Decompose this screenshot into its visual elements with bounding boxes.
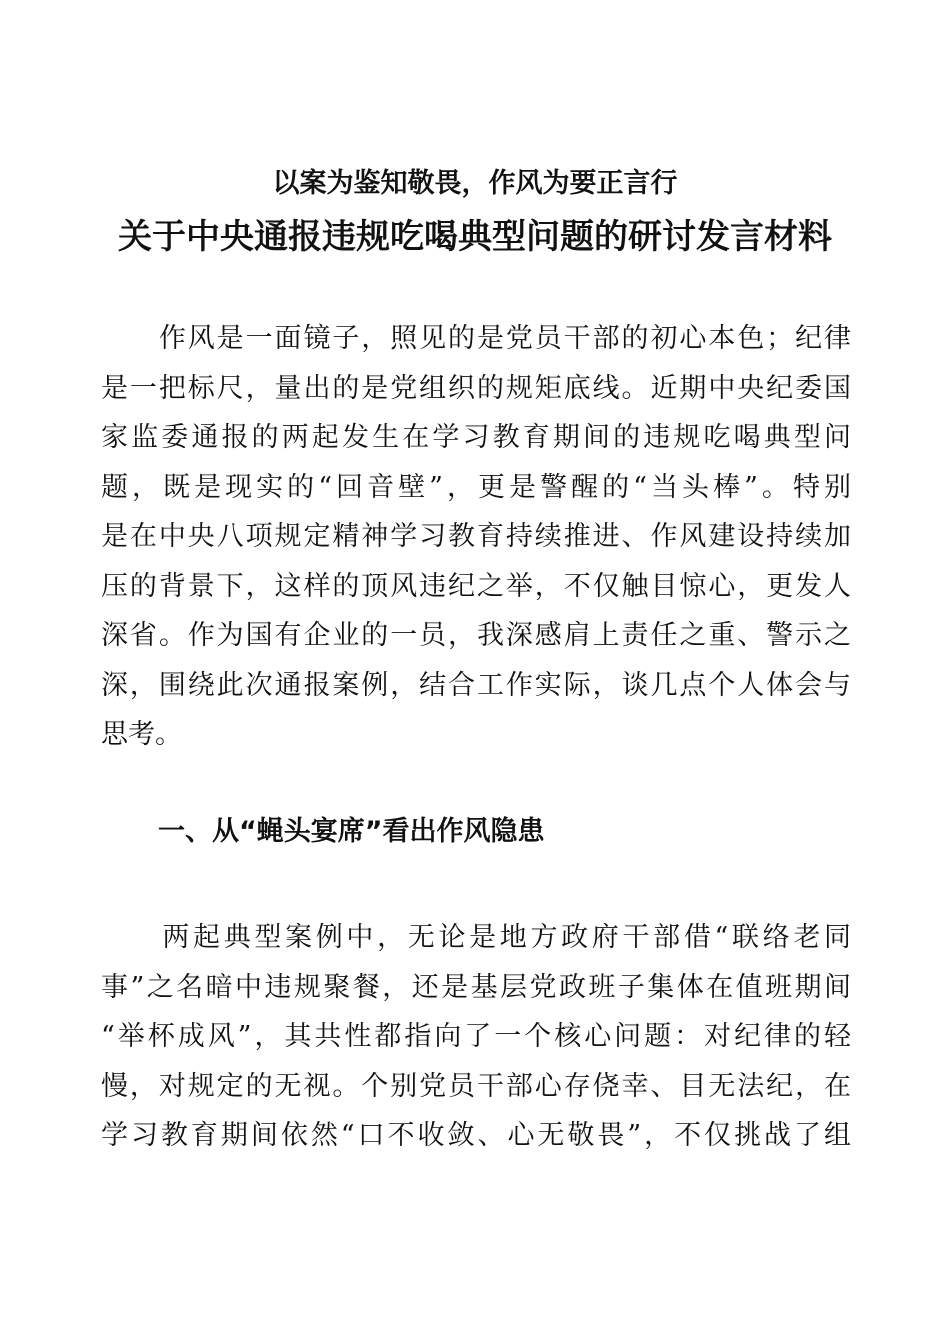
paragraph-line: 作风是一面镜子，照见的是党员干部的初心本色；纪律: [101, 323, 851, 354]
paragraph-line: 两起典型案例中，无论是地方政府干部借“联络老同: [101, 922, 851, 953]
paragraph-line: 深，围绕此次通报案例，结合工作实际，谈几点个人体会与: [101, 669, 851, 701]
paragraph-1: [101, 314, 851, 760]
section-heading-1: 一、从“蝇头宴席”看出作风隐患: [158, 816, 545, 847]
paragraph-line: 是一把标尺，量出的是党组织的规矩底线。近期中央纪委国: [101, 372, 851, 404]
paragraph-line: 事”之名暗中违规聚餐，还是基层党政班子集体在值班期间: [101, 971, 851, 1003]
paragraph-line: 题，既是现实的“回音壁”，更是警醒的“当头棒”。特别: [101, 471, 851, 503]
paragraph-line: “举杯成风”，其共性都指向了一个核心问题：对纪律的轻: [101, 1021, 851, 1052]
paragraph-line: 思考。: [101, 719, 182, 750]
paragraph-2: [101, 913, 851, 1161]
paragraph-line: 是在中央八项规定精神学习教育持续推进、作风建设持续加: [101, 521, 851, 552]
paragraph-line: 慢，对规定的无视。个别党员干部心存侥幸、目无法纪，在: [101, 1070, 851, 1102]
paragraph-line: 学习教育期间依然“口不收敛、心无敬畏”，不仅挑战了组: [101, 1120, 851, 1151]
paragraph-line: 压的背景下，这样的顶风违纪之举，不仅触目惊心，更发人: [101, 570, 851, 602]
document-title: 关于中央通报违规吃喝典型问题的研讨发言材料: [118, 217, 832, 257]
paragraph-line: 家监委通报的两起发生在学习教育期间的违规吃喝典型问: [101, 422, 851, 453]
paragraph-line: 深省。作为国有企业的一员，我深感肩上责任之重、警示之: [101, 620, 851, 651]
document-subtitle: 以案为鉴知敬畏，作风为要正言行: [272, 168, 678, 199]
